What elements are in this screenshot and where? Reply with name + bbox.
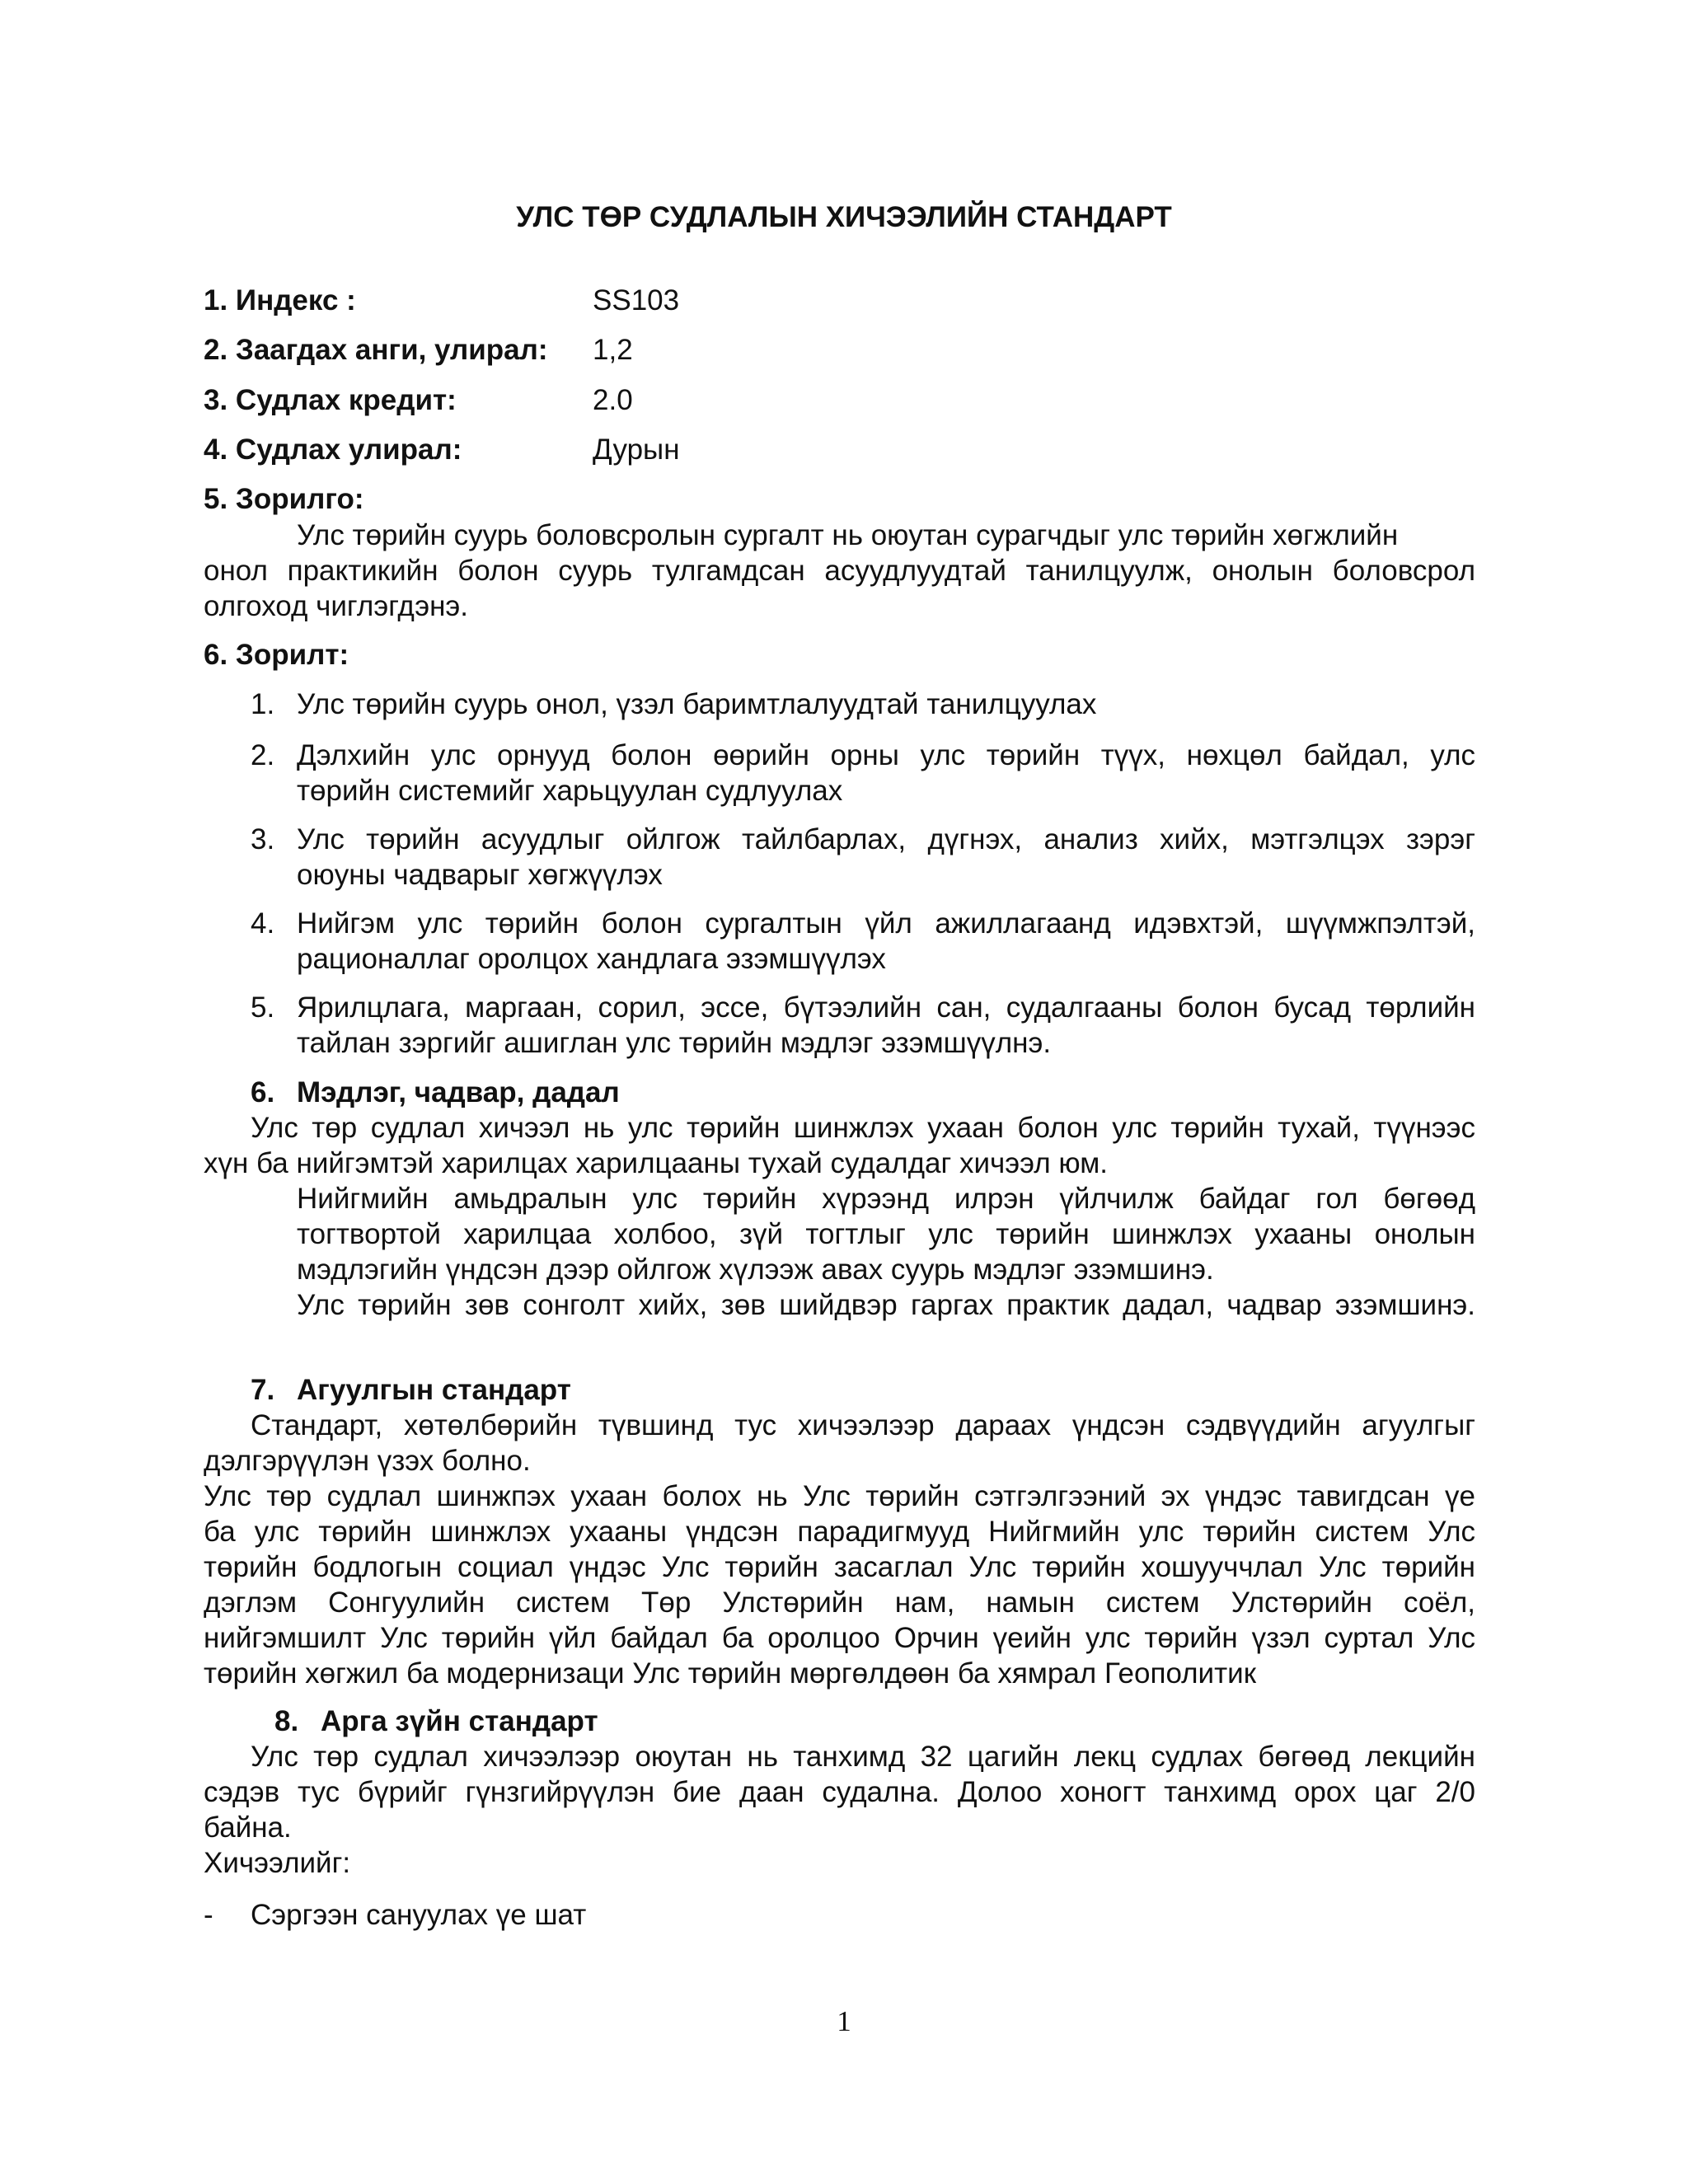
page-title: УЛС ТӨР СУДЛАЛЫН ХИЧЭЭЛИЙН СТАНДАРТ [516,201,1172,233]
content-heading: Агуулгын стандарт [297,1374,571,1406]
objective-text: Улс төрийн асуудлыг ойлгож тайлбарлах, дүгнэх, анализ хийх, мэтгэлцэх зэрэг [297,823,1475,855]
info-value-index: SS103 [593,284,680,316]
objective-number: 3. [251,823,275,855]
content-line: Стандарт, хөтөлбөрийн түвшинд тус хичээлээр дараах үндсэн сэдвүүдийн агуулгыг [251,1409,1475,1441]
method-line: сэдэв тус бүрийг гүнзгийрүүлэн бие даан судална. Долоо хоногт танхимд орох цаг 2/0 [204,1776,1475,1808]
knowledge-line: хүн ба нийгэмтэй харилцах харилцааны тухай судалдаг хичээл юм. [204,1147,1109,1179]
method-line: Хичээлийг: [204,1847,351,1879]
dash-item: Сэргээн сануулах үе шат [251,1899,587,1931]
objective-text: Улс төрийн суурь онол, үзэл баримтлалуудтай танилцуулах [297,688,1097,720]
objective-number: 2. [251,739,275,771]
objective-number: 5. [251,991,275,1024]
knowledge-line: мэдлэгийн үндсэн дээр ойлгож хүлээж авах суурь мэдлэг эзэмшинэ. [297,1254,1214,1286]
info-value-semester: Дурын [593,434,680,466]
content-line: төрийн хөгжил ба модернизаци Улс төрийн мөргөлдөөн ба хямрал Геополитик [204,1657,1257,1690]
content-line: ба улс төрийн шинжлэх ухааны үндсэн парадигмууд Нийгмийн улс төрийн систем Улс [204,1516,1475,1548]
objective-text: Ярилцлага, маргаан, сорил, эссе, бүтээлийн сан, судалгааны болон бусад төрлийн [297,991,1475,1024]
objective-text: Нийгэм улс төрийн болон сургалтын үйл ажиллагаанд идэвхтэй, шүүмжпэлтэй, [297,907,1475,940]
goal-heading: 5. Зорилго: [204,483,364,515]
content-line: дэлгэрүүлэн үзэх болно. [204,1445,531,1477]
info-label-grade: 2. Заагдах анги, улирал: [204,334,548,366]
knowledge-line: Улс төрийн зөв сонголт хийх, зөв шийдвэр гаргах практик дадал, чадвар эзэмшинэ. [297,1289,1475,1321]
objective-number: 1. [251,688,275,720]
content-line: Улс төр судлал шинжпэх ухаан болох нь Улс төрийн сэтгэлгээний эх үндэс тавигдсан үе [204,1480,1475,1512]
objective-text: рационаллаг оролцох хандлага эзэмшүүлэх [297,943,886,975]
knowledge-line: тогтвортой харилцаа холбоо, зүй тогтлыг улс төрийн шинжлэх ухааны онолын [297,1218,1475,1250]
page-number: 1 [837,2005,851,2037]
info-label-credit: 3. Судлах кредит: [204,384,457,416]
method-heading: Арга зүйн стандарт [321,1705,598,1737]
goal-line: олгоход чиглэгдэнэ. [204,590,468,622]
content-line: төрийн бодлогын социал үндэс Улс төрийн засаглал Улс төрийн хошууччлал Улс төрийн [204,1551,1475,1583]
method-line: Улс төр судлал хичээлээр оюутан нь танхимд 32 цагийн лекц судлах бөгөөд лекцийн [251,1741,1475,1773]
objective-text: оюуны чадварыг хөгжүүлэх [297,859,663,891]
info-label-index: 1. Индекс : [204,284,356,316]
knowledge-heading: Мэдлэг, чадвар, дадал [297,1076,620,1108]
dash-bullet: - [204,1899,213,1931]
method-number: 8. [274,1705,299,1737]
objective-text: тайлан зэргийг ашиглан улс төрийн мэдлэг эзэмшүүлнэ. [297,1027,1052,1059]
content-number: 7. [251,1374,275,1406]
knowledge-line: Улс төр судлал хичээл нь улс төрийн шинжлэх ухаан болон улс төрийн тухай, түүнээс [251,1112,1475,1144]
info-value-grade: 1,2 [593,334,633,366]
content-line: дэглэм Сонгуулийн систем Төр Улстөрийн нам, намын систем Улстөрийн соёл, [204,1586,1475,1619]
content-line: нийгэмшилт Улс төрийн үйл байдал ба оролцоо Орчин үеийн улс төрийн үзэл суртал Улс [204,1622,1475,1654]
info-value-credit: 2.0 [593,384,633,416]
objective-text: Дэлхийн улс орнууд болон өөрийн орны улс төрийн түүх, нөхцөл байдал, улс [297,739,1475,771]
goal-line: онол практикийн болон суурь тулгамдсан асуудлуудтай танилцуулж, онолын боловсрол [204,555,1475,587]
goal-line: Улс төрийн суурь боловсролын сургалт нь оюутан сурагчдыг улс төрийн хөгжлийн [297,519,1399,551]
objective-number: 4. [251,907,275,940]
objective-text: төрийн системийг харьцуулан судлуулах [297,775,843,807]
info-label-semester: 4. Судлах улирал: [204,434,462,466]
knowledge-number: 6. [251,1076,275,1108]
method-line: байна. [204,1811,292,1844]
knowledge-line: Нийгмийн амьдралын улс төрийн хүрээнд илрэн үйлчилж байдаг гол бөгөөд [297,1183,1475,1215]
objectives-heading: 6. Зорилт: [204,639,349,671]
